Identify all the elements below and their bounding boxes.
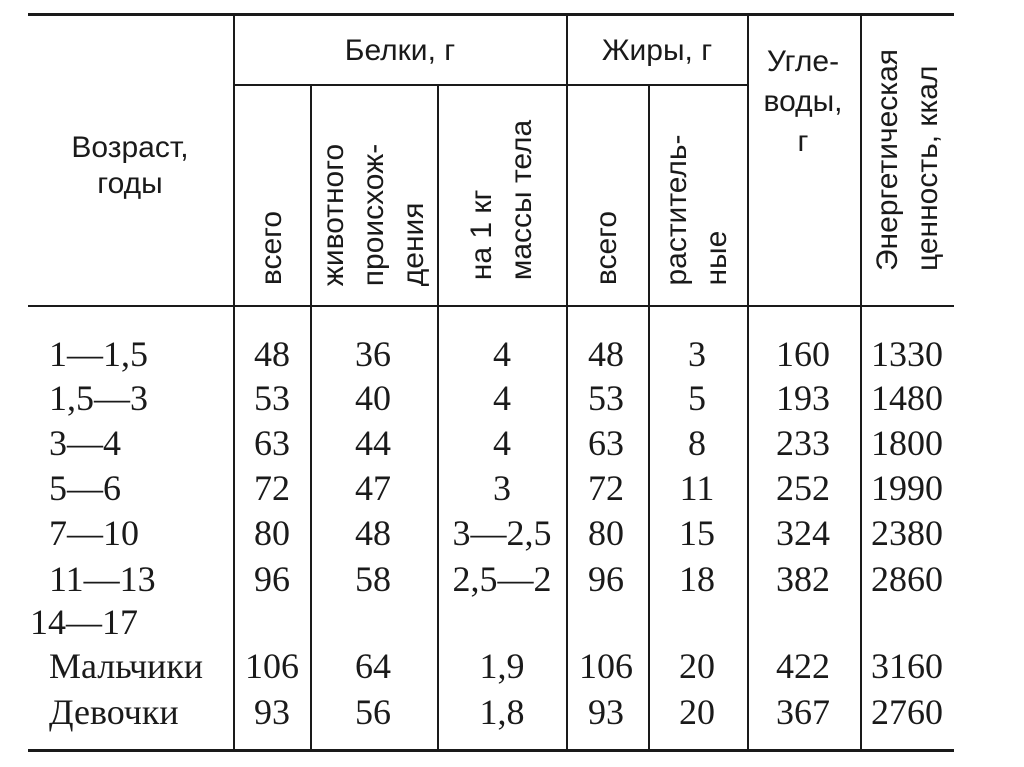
age-cell: 5—6 bbox=[49, 468, 121, 508]
carbs-cell: 252 bbox=[776, 468, 830, 508]
protein-animal-cell: 64 bbox=[355, 646, 391, 686]
fat-plant-cell: 20 bbox=[679, 692, 715, 732]
header-carbs: Угле- воды, г bbox=[763, 45, 843, 158]
carbs-cell: 324 bbox=[776, 513, 830, 553]
protein-animal-cell: 44 bbox=[355, 423, 391, 463]
fat-total-cell: 106 bbox=[579, 646, 633, 686]
energy-cell: 1990 bbox=[871, 468, 943, 508]
fat-plant-cell: 3 bbox=[688, 334, 706, 374]
fat-total-cell: 72 bbox=[588, 468, 624, 508]
fat-total-cell: 48 bbox=[588, 334, 624, 374]
protein-total-cell: 80 bbox=[254, 513, 290, 553]
fat-plant-cell: 5 bbox=[688, 378, 706, 418]
protein-per-kg-cell: 3—2,5 bbox=[452, 513, 552, 553]
fat-plant-cell: 8 bbox=[688, 423, 706, 463]
header-fats: Жиры, г bbox=[601, 34, 713, 67]
table-top-rule bbox=[28, 13, 954, 16]
protein-per-kg-cell: 2,5—2 bbox=[452, 559, 552, 599]
header-fat-total: всего bbox=[590, 210, 623, 286]
age-cell: 7—10 bbox=[49, 513, 139, 553]
protein-per-kg-cell: 4 bbox=[493, 334, 511, 374]
protein-animal-cell: 36 bbox=[355, 334, 391, 374]
fat-total-cell: 80 bbox=[588, 513, 624, 553]
carbs-cell: 422 bbox=[776, 646, 830, 686]
header-prot-total: всего bbox=[255, 210, 288, 286]
col-divider-energy bbox=[860, 14, 862, 750]
energy-cell: 2380 bbox=[871, 513, 943, 553]
protein-per-kg-cell: 4 bbox=[493, 423, 511, 463]
protein-total-cell: 48 bbox=[254, 334, 290, 374]
age-cell: Девочки bbox=[49, 692, 179, 732]
carbs-cell: 382 bbox=[776, 559, 830, 599]
carbs-cell: 193 bbox=[776, 378, 830, 418]
header-prot-perkg: на 1 кг массы тела bbox=[465, 119, 538, 281]
age-cell: 1,5—3 bbox=[49, 378, 148, 418]
protein-total-cell: 96 bbox=[254, 559, 290, 599]
energy-cell: 1480 bbox=[871, 378, 943, 418]
protein-total-cell: 93 bbox=[254, 692, 290, 732]
fat-plant-cell: 11 bbox=[679, 468, 715, 508]
protein-total-cell: 63 bbox=[254, 423, 290, 463]
fat-plant-cell: 18 bbox=[679, 559, 715, 599]
protein-total-cell: 53 bbox=[254, 378, 290, 418]
header-proteins: Белки, г bbox=[344, 34, 456, 67]
header-prot-animal: животного происхож- дения bbox=[317, 143, 430, 287]
header-fat-plant: раститель- ные bbox=[660, 134, 733, 286]
age-cell: 11—13 bbox=[49, 559, 156, 599]
protein-total-cell: 106 bbox=[245, 646, 299, 686]
protein-animal-cell: 48 bbox=[355, 513, 391, 553]
fat-total-cell: 63 bbox=[588, 423, 624, 463]
table-bottom-rule bbox=[28, 749, 954, 752]
fat-plant-cell: 20 bbox=[679, 646, 715, 686]
energy-cell: 3160 bbox=[871, 646, 943, 686]
protein-animal-cell: 47 bbox=[355, 468, 391, 508]
header-energy: Энергетическая ценность, ккал bbox=[871, 49, 944, 271]
energy-cell: 1800 bbox=[871, 423, 943, 463]
col-divider-prot-perkg bbox=[437, 85, 439, 750]
protein-per-kg-cell: 1,8 bbox=[479, 692, 525, 732]
age-cell: 1—1,5 bbox=[49, 334, 148, 374]
header-bottom-rule bbox=[28, 305, 954, 307]
age-cell: Мальчики bbox=[49, 646, 204, 686]
header-age: Возраст, годы bbox=[71, 131, 189, 200]
fat-total-cell: 96 bbox=[588, 559, 624, 599]
fat-total-cell: 53 bbox=[588, 378, 624, 418]
age-cell: 3—4 bbox=[49, 423, 121, 463]
energy-cell: 1330 bbox=[871, 334, 943, 374]
protein-animal-cell: 56 bbox=[355, 692, 391, 732]
protein-animal-cell: 40 bbox=[355, 378, 391, 418]
carbs-cell: 160 bbox=[776, 334, 830, 374]
protein-total-cell: 72 bbox=[254, 468, 290, 508]
age-cell: 14—17 bbox=[30, 602, 138, 642]
energy-cell: 2860 bbox=[871, 559, 943, 599]
col-divider-fat-plant bbox=[648, 85, 650, 750]
protein-per-kg-cell: 1,9 bbox=[479, 646, 525, 686]
fat-total-cell: 93 bbox=[588, 692, 624, 732]
col-divider-prot-animal bbox=[310, 85, 312, 750]
col-divider-age bbox=[233, 14, 235, 750]
protein-animal-cell: 58 bbox=[355, 559, 391, 599]
col-divider-carbs bbox=[747, 14, 749, 750]
energy-cell: 2760 bbox=[871, 692, 943, 732]
protein-per-kg-cell: 3 bbox=[493, 468, 511, 508]
protein-per-kg-cell: 4 bbox=[493, 378, 511, 418]
carbs-cell: 233 bbox=[776, 423, 830, 463]
carbs-cell: 367 bbox=[776, 692, 830, 732]
col-divider-fats bbox=[566, 14, 568, 750]
fat-plant-cell: 15 bbox=[679, 513, 715, 553]
